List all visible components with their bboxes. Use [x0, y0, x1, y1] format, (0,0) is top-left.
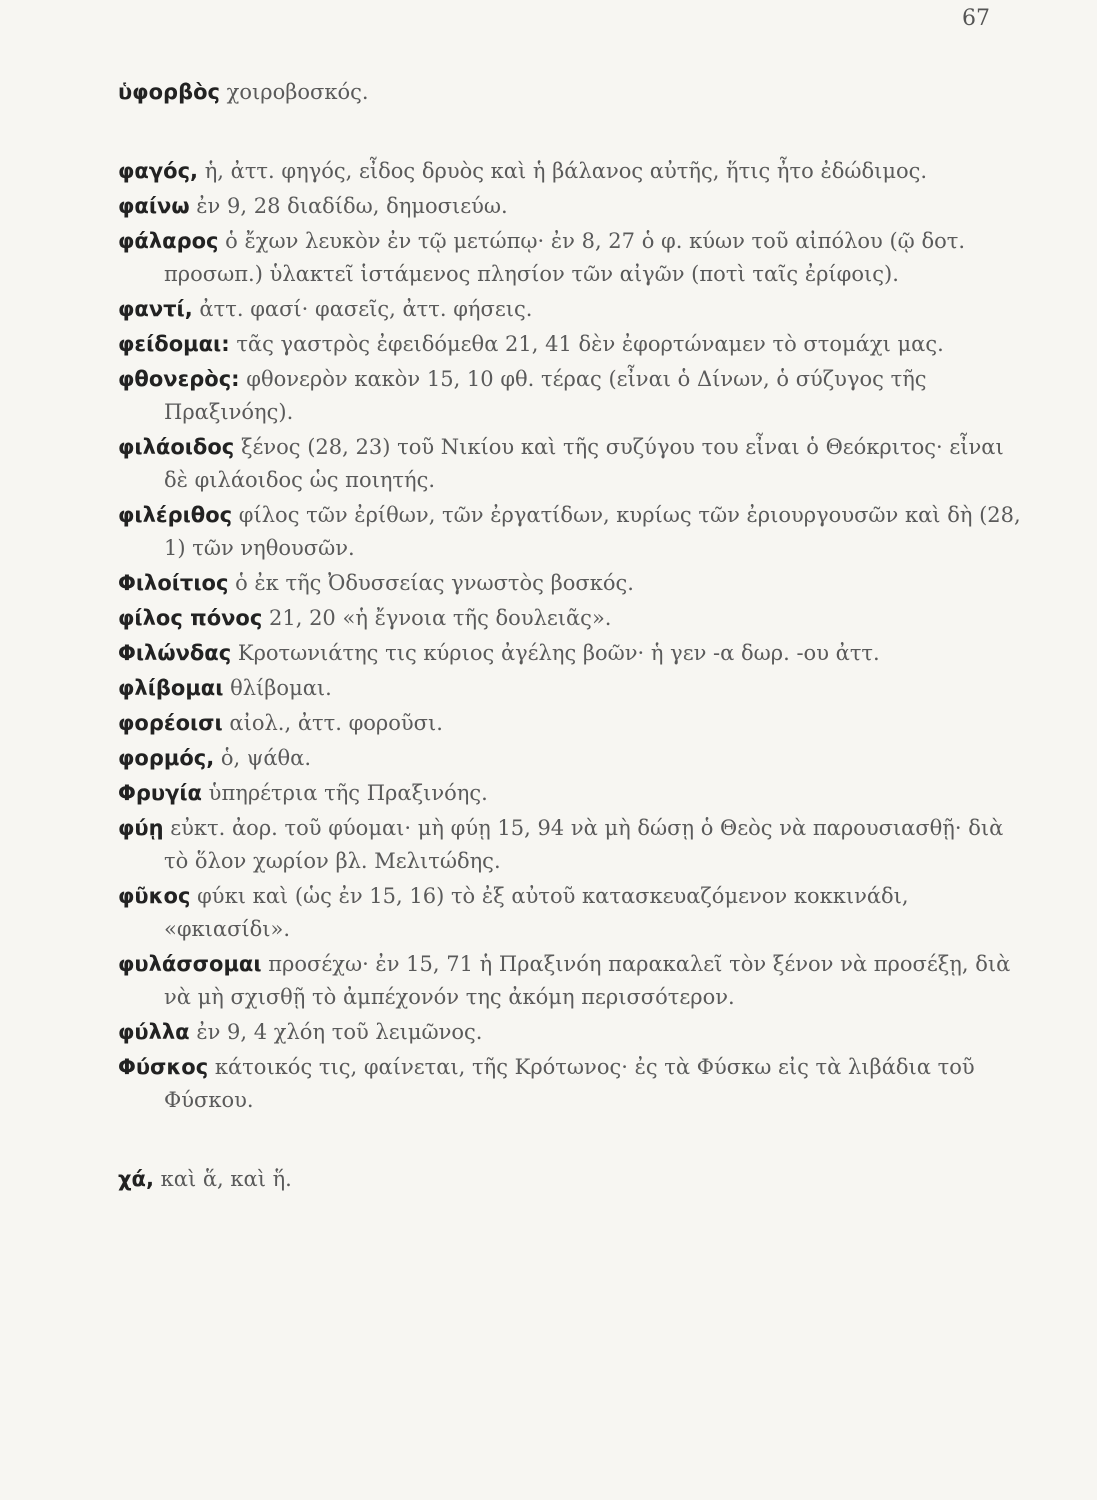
definition: αἰολ., ἀττ. φοροῦσι. — [229, 711, 443, 735]
lemma: φορμός, — [118, 746, 215, 770]
entry — [118, 567, 1030, 600]
definition: 21, 20 «ἡ ἔγνοια τῆς δουλειᾶς». — [269, 606, 612, 630]
definition: ἐν 9, 28 διαδίδω, δημοσιεύω. — [196, 194, 508, 218]
definition: τᾶς γαστρὸς ἐφειδόμεθα 21, 41 δὲν ἐφορτώναμεν τὸ στομάχι μας. — [236, 332, 944, 356]
entry — [118, 1051, 1030, 1117]
lemma: Φιλοίτιος — [118, 571, 229, 595]
entry — [118, 707, 1030, 740]
definition: προσέχω· ἐν 15, 71 ἡ Πραξινόη παρακαλεῖ τὸν ξένον νὰ προσέξῃ, διὰ νὰ μὴ σχισθῇ τὸ ἀμπέχονόν της ἀκόμη περισσότερον. — [164, 952, 1011, 1009]
definition: ὁ ἔχων λευκὸν ἐν τῷ μετώπῳ· ἐν 8, 27 ὁ φ. κύων τοῦ αἰπόλου (ῷ δοτ. προσωπ.) ὑλακτεῖ ἱστάμενος πλησίον τῶν αἰγῶν (ποτὶ ταῖς ἐρίφοις). — [164, 229, 966, 286]
entry — [118, 948, 1030, 1014]
lemma: φῦκος — [118, 884, 191, 908]
lemma: φθονερὸς: — [118, 367, 240, 391]
entry — [118, 602, 1030, 635]
lemma: φυλάσσομαι — [118, 952, 262, 976]
definition: ἐν 9, 4 χλόη τοῦ λειμῶνος. — [196, 1020, 483, 1044]
definition: ἀττ. φασί· φασεῖς, ἀττ. φήσεις. — [199, 297, 533, 321]
definition: θλίβομαι. — [230, 676, 332, 700]
entry — [118, 190, 1030, 223]
lemma: φύῃ — [118, 816, 164, 840]
entry — [118, 672, 1030, 705]
lemma: φείδομαι: — [118, 332, 230, 356]
entry — [118, 76, 1030, 109]
entry — [118, 155, 1030, 188]
entry — [118, 293, 1030, 326]
definition: χοιροβοσκός. — [226, 80, 369, 104]
entry — [118, 363, 1030, 429]
lemma: φλίβομαι — [118, 676, 224, 700]
lemma: φιλάοιδος — [118, 435, 235, 459]
definition: ὑπηρέτρια τῆς Πραξινόης. — [208, 781, 488, 805]
lemma: ὑφορβὸς — [118, 80, 220, 104]
entry — [118, 431, 1030, 497]
entry — [118, 880, 1030, 946]
definition: καὶ ἅ, καὶ ἥ. — [160, 1167, 292, 1191]
definition: ὁ, ψάθα. — [220, 746, 312, 770]
entry — [118, 812, 1030, 878]
definition: φίλος τῶν ἐρίθων, τῶν ἐργατίδων, κυρίως τῶν ἐριουργουσῶν καὶ δὴ (28, 1) τῶν νηθουσῶν. — [164, 503, 1021, 560]
lemma: Φιλώνδας — [118, 641, 232, 665]
entry — [118, 225, 1030, 291]
lemma: φορέοισι — [118, 711, 223, 735]
lemma: φάλαρος — [118, 229, 219, 253]
definition: φθονερὸν κακὸν 15, 10 φθ. τέρας (εἶναι ὁ Δίνων, ὁ σύζυγος τῆς Πραξινόης). — [164, 367, 927, 424]
lemma: φιλέριθος — [118, 503, 233, 527]
definition: εὐκτ. ἀορ. τοῦ φύομαι· μὴ φύῃ 15, 94 νὰ μὴ δώσῃ ὁ Θεὸς νὰ παρουσιασθῇ· διὰ τὸ ὅλον χωρίον βλ. Μελιτώδης. — [164, 816, 1004, 873]
lemma: Φρυγία — [118, 781, 202, 805]
entry — [118, 328, 1030, 361]
lemma: φίλος πόνος — [118, 606, 263, 630]
entry — [118, 777, 1030, 810]
lemma: φαγός, — [118, 159, 199, 183]
lemma: φύλλα — [118, 1020, 190, 1044]
lemma: χά, — [118, 1167, 154, 1191]
definition: φύκι καὶ (ὡς ἐν 15, 16) τὸ ἐξ αὐτοῦ κατασκευαζόμενον κοκκινάδι, «φκιασίδι». — [164, 884, 909, 941]
entry — [118, 637, 1030, 670]
lemma: φαίνω — [118, 194, 190, 218]
entry — [118, 499, 1030, 565]
lemma: Φύσκος — [118, 1055, 209, 1079]
entry — [118, 1163, 1030, 1196]
definition: ὁ ἐκ τῆς Ὀδυσσείας γνωστὸς βοσκός. — [235, 571, 634, 595]
definition: ἡ, ἀττ. φηγός, εἶδος δρυὸς καὶ ἡ βάλανος αὐτῆς, ἥτις ἦτο ἐδώδιμος. — [204, 159, 928, 183]
definition: ξένος (28, 23) τοῦ Νικίου καὶ τῆς συζύγου του εἶναι ὁ Θεόκριτος· εἶναι δὲ φιλάοιδος ὡς ποιητής. — [164, 435, 1004, 492]
page-number: 67 — [962, 6, 990, 31]
dictionary-entries — [118, 76, 1030, 1196]
entry — [118, 742, 1030, 775]
lemma: φαντί, — [118, 297, 193, 321]
entry — [118, 1016, 1030, 1049]
definition: Κροτωνιάτης τις κύριος ἀγέλης βοῶν· ἡ γεν -α δωρ. -ου ἀττ. — [237, 641, 880, 665]
definition: κάτοικός τις, φαίνεται, τῆς Κρότωνος· ἐς τὰ Φύσκω εἰς τὰ λιβάδια τοῦ Φύσκου. — [164, 1055, 975, 1112]
